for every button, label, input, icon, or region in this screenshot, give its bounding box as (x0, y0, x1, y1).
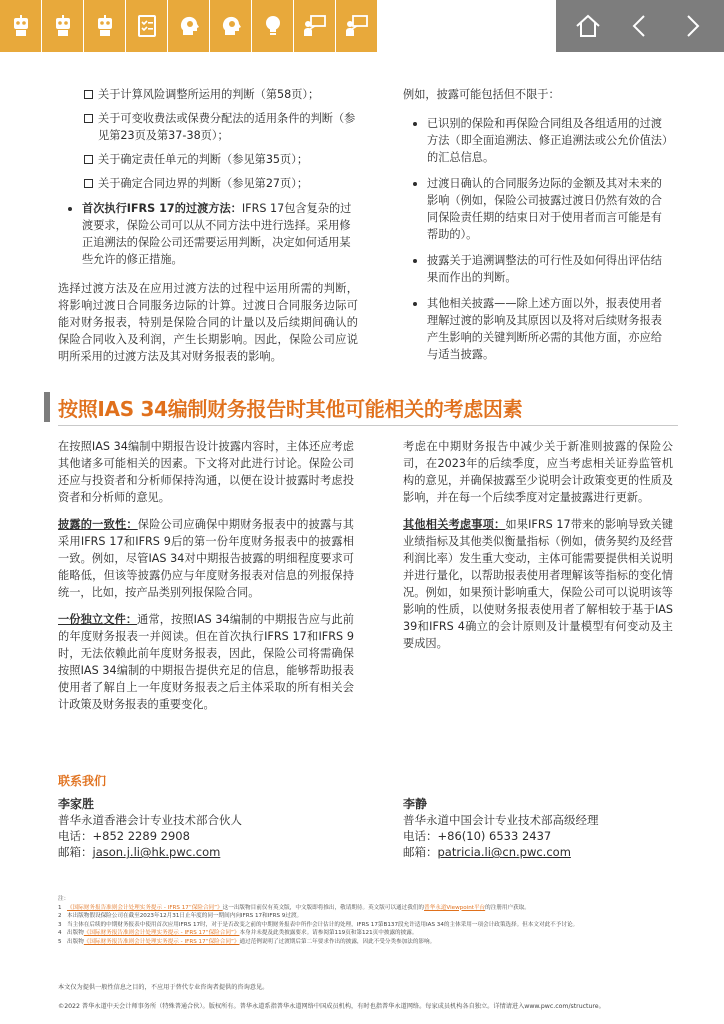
head-gear-icon (176, 13, 202, 39)
standalone-paragraph: 一份独立文件：通常，按照IAS 34编制的中期报告应与此前的年度财务报表一并阅读。但在首次执行IFRS 17和IFRS 9时，无法依赖此前年度财务报表，因此，保险公司将需确保按照IAS 34编制的中期报告提供充足的信息，能够帮助报表使用者了解自上一年度财务报表之后主体采取的所有相关会计政策及财务报表的重要变化。 (58, 613, 354, 711)
nav-tile-checklist[interactable] (126, 0, 167, 52)
robot-icon (50, 13, 76, 39)
judgement-item: 关于计算风险调整所运用的判断（第58页）； (58, 86, 358, 103)
viewpoint-link[interactable]: 普华永道Viewpoint平台 (424, 904, 486, 911)
nav-tile-head-gear-1[interactable] (168, 0, 209, 52)
copyright: ©2022 普华永道中天会计师事务所（特殊普通合伙）。版权所有。普华永道系指普华永道网络中国成员机构，有时也指普华永道网络。每家成员机构各自独立。详情请进入www.pwc.com/structure。 (58, 1003, 605, 1010)
chevron-right-icon (677, 11, 707, 41)
disclosure-bullet: 过渡日确认的合同服务边际的金额及其对未来的影响（例如，保险公司披露过渡日仍然有效的合同保险责任期的结束日对于使用者而言可能是有帮助的）。 (403, 175, 673, 243)
other-considerations-paragraph: 其他相关考虑事项：如果IFRS 17带来的影响导致关键业绩指标及其他类似衡量指标（例如，债务契约及经营利润比率）发生重大变动，主体可能需要提供相关说明并进行量化，以帮助报表使用者理解该等指标的变化情况。例如，如果预计影响重大，保险公司可以说明该等影响的性质，以使财务报表使用者了解相较于基于IAS 39和IFRS 4确立的会计原则及计量模型有何变动及主要成因。 (403, 518, 673, 650)
disclosure-bullet: 其他相关披露——除上述方面以外，报表使用者理解过渡的影响及其原因以及将对后续财务报表产生影响的关键判断所必需的其他方面，亦应给与适当披露。 (403, 295, 673, 363)
nav-tile-robot-3[interactable] (84, 0, 125, 52)
contact-card (403, 796, 599, 860)
contact-email-link[interactable]: patricia.li@cn.pwc.com (437, 845, 571, 859)
disclosure-bullet: 披露关于追溯调整法的可行性及如何得出评估结果而作出的判断。 (403, 252, 673, 286)
footnote-link[interactable]: 《国际财务报告准则会计处理实务提示 - IFRS 17“保险合同”》 (67, 904, 223, 911)
nav-tile-lightbulb[interactable] (252, 0, 293, 52)
section-title: 按照IAS 34编制财务报告时其他可能相关的考虑因素 (58, 396, 523, 421)
robot-icon (92, 13, 118, 39)
nav-tile-person-board-2[interactable] (336, 0, 377, 52)
nav-tile-robot-1[interactable] (0, 0, 41, 52)
checkbox-square-icon (84, 179, 93, 188)
contact-name: 李静 (403, 797, 428, 811)
head-gear-icon (218, 13, 244, 39)
previous-page-button[interactable] (620, 6, 660, 46)
bullet-icon (413, 122, 417, 126)
checkbox-square-icon (84, 155, 93, 164)
footnote-link[interactable]: 《国际财务报告准则会计处理实务提示 - IFRS 17“保险合同”》 (83, 938, 240, 945)
right-top-column (403, 86, 673, 372)
contact-title: 普华永道香港会计专业技术部合伙人 (58, 813, 242, 827)
person-board-icon (302, 13, 328, 39)
contact-title: 普华永道中国会计专业技术部高级经理 (403, 813, 599, 827)
transition-paragraph: 选择过渡方法及在应用过渡方法的过程中运用所需的判断，将影响过渡日合同服务边际的计算。过渡日合同服务边际可能对财务报表，特别是保险合同的计量以及后续期间确认的保险合同收入及利润，产生长期影响。因此，保险公司应说明所采用的过渡方法及其对财务报表的影响。 (58, 282, 358, 363)
judgement-item: 关于确定责任单元的判断（参见第35页）； (58, 151, 358, 168)
section-heading (44, 392, 522, 422)
bullet-icon (413, 259, 417, 263)
contact-phone: 电话：+86(10) 6533 2437 (403, 829, 552, 843)
contact-email-link[interactable]: jason.j.li@hk.pwc.com (92, 845, 221, 859)
nav-controls (556, 0, 724, 52)
footnotes (58, 895, 688, 947)
left-top-column (58, 86, 358, 375)
section-divider (58, 425, 678, 426)
checklist-icon (134, 13, 160, 39)
contact-email-label: 邮箱： (58, 845, 93, 859)
right-bottom-column (403, 438, 673, 662)
contact-name: 李家胜 (58, 797, 95, 811)
footnote: 1 《国际财务报告准则会计处理实务提示 - IFRS 17“保险合同”》这一出版物目前仅有英文版，中文版即将推出，敬请期待。英文版可以通过我们的普华永道Viewpoint平台的注册用户获取。 (58, 904, 530, 911)
judgement-item: 关于可变收费法或保费分配法的适用条件的判断（参见第23页及第37-38页）； (58, 110, 358, 144)
left-bottom-column (58, 438, 354, 723)
person-board-icon (344, 13, 370, 39)
disclosure-bullet: 已识别的保险和再保险合同组及各组适用的过渡方法（即全面追溯法、修正追溯法或公允价值法）的汇总信息。 (403, 115, 673, 166)
footnote-link[interactable]: 《国际财务报告准则会计处理实务提示 - IFRS 17“保险合同”》 (83, 930, 240, 937)
nav-tile-person-board-1[interactable] (294, 0, 335, 52)
next-page-button[interactable] (672, 6, 712, 46)
disclaimer: 本文仅为提供一般性信息之目的，不应用于替代专业咨询者提供的咨询意见。 (58, 984, 269, 991)
nav-tile-head-gear-2[interactable] (210, 0, 251, 52)
footnotes-label: 注： (58, 896, 70, 902)
footnote: 4 出版物《国际财务报告准则会计处理实务提示 - IFRS 17“保险合同”》本身并未提及此类披露要求。请参阅第119页和第121页中披露的披露。 (58, 930, 418, 937)
consistency-paragraph: 披露的一致性：保险公司应确保中期财务报表中的披露与其采用IFRS 17和IFRS 9后的第一份年度财务报表中的披露相一致。例如，尽管IAS 34对中期报告披露的明细程度要求可能略低，但该等披露仍应与年度财务报表对信息的列报保持统一，比如，按产品类别列报保险合同。 (58, 518, 354, 599)
chevron-left-icon (625, 11, 655, 41)
bullet-icon (413, 182, 417, 186)
examples-intro: 例如，披露可能包括但不限于： (403, 88, 560, 101)
robot-icon (8, 13, 34, 39)
contact-heading: 联系我们 (58, 774, 107, 788)
top-nav (0, 0, 724, 52)
lightbulb-icon (260, 13, 286, 39)
footnote: 3 当主体在后续的中期财务报表中使用首次应用IFRS 17时，对于是否改变之前的中期财务报表中所作会计估计的处理，IFRS 17第B137段允许适用IAS 34的主体采用一项会计政策选择。但本文对此不予讨论。 (58, 921, 579, 928)
contact-email-label: 邮箱： (403, 845, 438, 859)
transition-bullet: 首次执行IFRS 17的过渡方法：IFRS 17包含复杂的过渡要求，保险公司可以从不同方法中进行选择。采用修正追溯法的保险公司还需要运用判断，决定如何适用某些允许的修正措施。 (58, 200, 358, 268)
nav-tile-robot-2[interactable] (42, 0, 83, 52)
considerations-intro: 在按照IAS 34编制中期报告设计披露内容时，主体还应考虑其他诸多可能相关的因素。下文将对此进行讨论。保险公司还应与投资者和分析师保持沟通，以便在设计披露时考虑投资者和分析师的意见。 (58, 440, 354, 504)
judgement-item: 关于确定合同边界的判断（参见第27页）； (58, 175, 358, 192)
home-icon (573, 11, 603, 41)
home-button[interactable] (568, 6, 608, 46)
footnote: 5 出版物《国际财务报告准则会计处理实务提示 - IFRS 17“保险合同”》通过范例说明了过渡期后第二年要求作出的披露，因此不受分类参加法的影响。 (58, 938, 436, 945)
bullet-icon (413, 302, 417, 306)
bullet-icon (68, 207, 72, 211)
checkbox-square-icon (84, 90, 93, 99)
contact-phone: 电话：+852 2289 2908 (58, 829, 190, 843)
section-accent-bar (44, 392, 50, 422)
contact-card (58, 796, 242, 860)
footnote: 2 本出版物假设保险公司在截至2023年12月31日止年度的同一期间内向IFRS 17和IFRS 9过渡。 (58, 913, 303, 920)
reduced-disclosure-paragraph: 考虑在中期财务报告中减少关于新准则披露的保险公司，在2023年的后续季度，应当考虑相关证券监管机构的意见，并确保披露至少说明会计政策变更的性质及影响，并在每一个后续季度对定量披露进行更新。 (403, 440, 673, 504)
checkbox-square-icon (84, 114, 93, 123)
